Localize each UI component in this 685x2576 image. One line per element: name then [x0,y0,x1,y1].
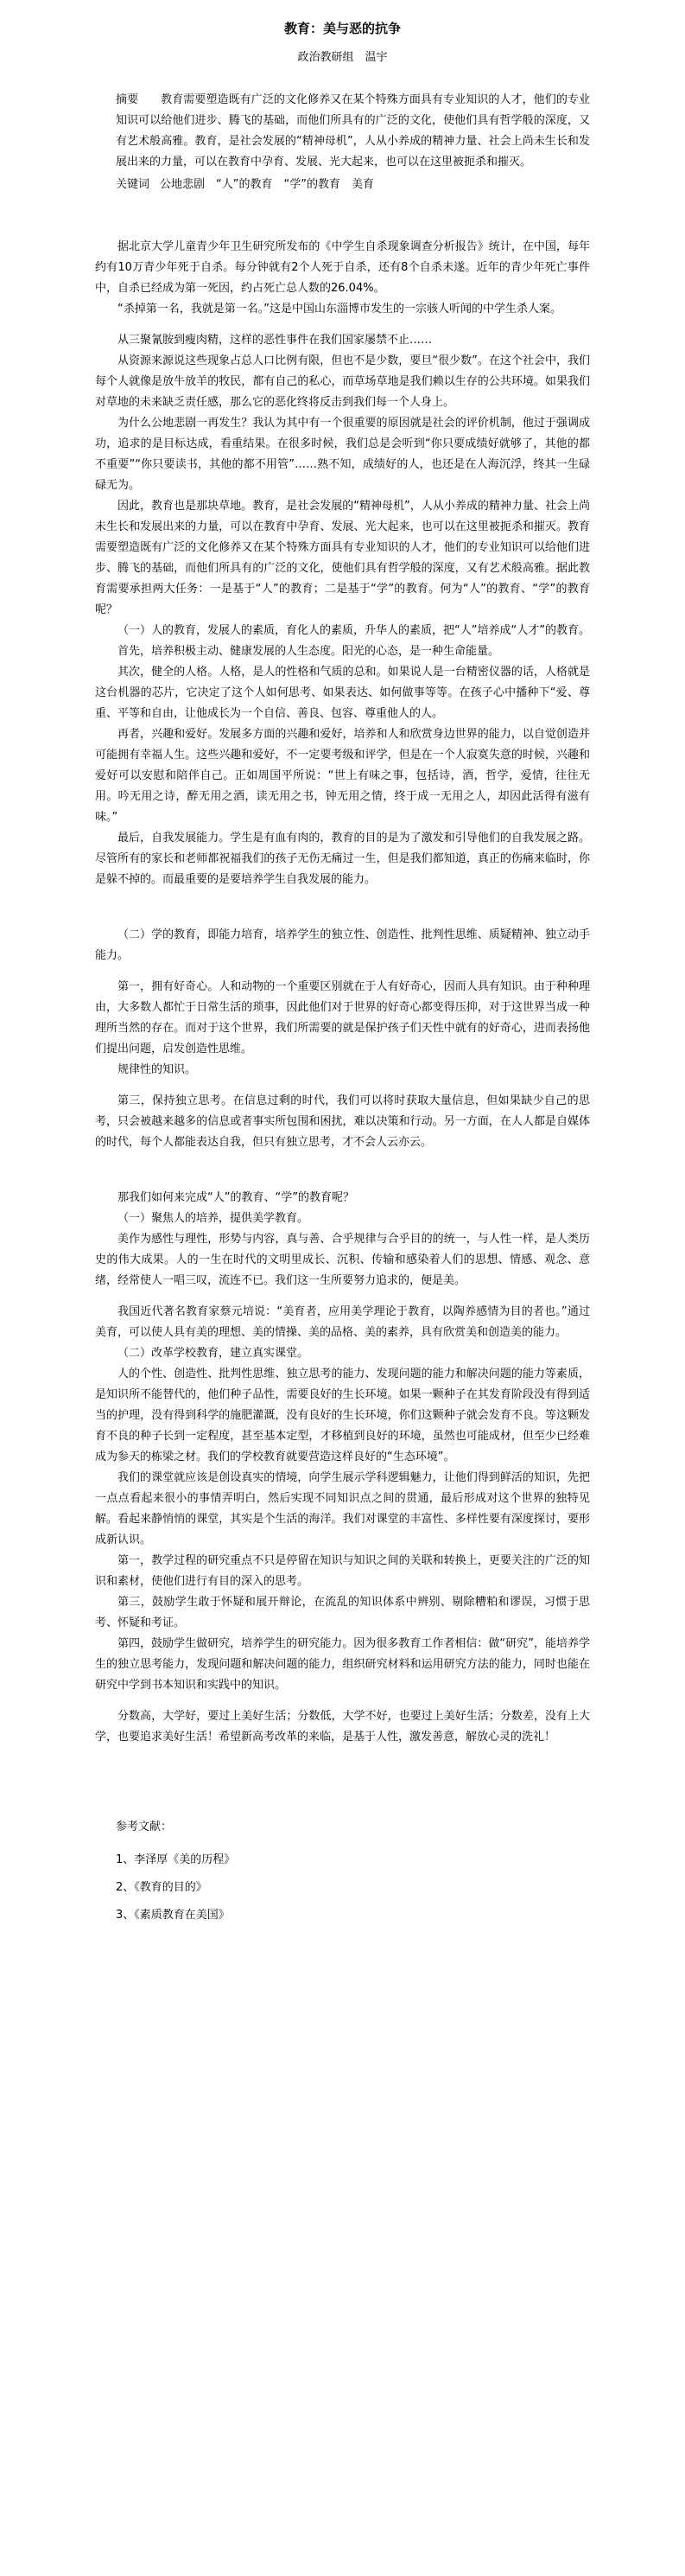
keywords-label: 关键词 [116,178,150,191]
paragraph-learning-education-heading: （二）学的教育，即能力培育，培养学生的独立性、创造性、批判性思维、质疑精神、独立动手能力。 [95,928,590,962]
abstract-label: 摘要 [116,93,139,106]
spacer [95,966,590,977]
paragraph-real-classroom: 我们的课堂就应该是创设真实的情境，向学生展示学科逻辑魅力，让他们得到鲜活的知识，先把一点点看起来很小的事情弄明白，然后实现不同知识点之间的贯通，最后形成对这个世界的独特见解。看起来静悄悄的课堂，其实是个生活的海洋。我们对课堂的丰富性、多样性要有深度探讨，要形成新认识。 [95,1471,590,1546]
abstract-block [95,90,590,173]
paragraph-murder-case: “杀掉第一名，我就是第一名。”这是中国山东淄博市发生的一宗骇人听闻的中学生杀人案。 [117,303,561,316]
paragraph-suicide-statistics: 据北京大学儿童青少年卫生研究所发布的《中学生自杀现象调查分析报告》统计，在中国，每年约有10万青少年死于自杀。每分钟就有2个人死于自杀，还有8个自杀未遂。近年的青少年死亡事件中，自杀已经成为第一死因，约占死亡总人数的26.04%。 [95,240,590,295]
paragraph-attitude: 首先，培养积极主动、健康发展的人生态度。阳光的心态，是一种生命能量。 [117,645,500,658]
spacer [95,1782,590,1817]
paragraph-how-to-complete: 那我们如何来完成“人”的教育、“学”的教育呢？ [117,1191,354,1204]
reference-item: 3、《素质教育在美国》 [116,1909,230,1922]
spacer [95,1291,590,1302]
reference-item: 2、《教育的目的》 [116,1881,207,1894]
paragraph-why-tragedy: 为什么公地悲剧一再发生？我认为其中有一个很重要的原因就是社会的评价机制，他过于强调成功，追求的是目标达成，看重结果。在很多时候，我们总是会听到“你只要成绩好就够了，其他的都不重要”“你只要读书，其他的都不用管”……熟不知，成绩好的人，也还是在人海沉浮，终其一生碌碌无为。 [95,417,590,492]
paragraph-independent-thinking: 第三，保持独立思考。在信息过剩的时代，我们可以将时获取大量信息，但如果缺少自己的思考，只会被越来越多的信息或者事实所包围和困扰，难以决策和行动。另一方面，在人人都是自媒体的时代，每个人都能表达自我，但只有独立思考，才不会人云亦云。 [95,1094,590,1149]
paragraph-teaching-process: 第一，教学过程的研究重点不只是停留在知识与知识之间的关联和转换上，更要关注的广泛的知识和素材，使他们进行有目的深入的思考。 [95,1554,590,1588]
paragraph-regular-knowledge: 规律性的知识。 [117,1063,197,1076]
paragraph-food-safety: 从三聚氰胺到瘦肉精，这样的恶性事件在我们国家屡禁不止…… [117,334,433,347]
paragraph-personality: 其次，健全的人格。人格，是人的性格和气质的总和。如果说人是一台精密仪器的话，人格就是这台机器的芯片，它决定了这个人如何思考、如果表达、如何做事等等。在孩子心中播种下“爱、尊重、平等和自由，让他成长为一个自信、善良、包容、尊重他人的人。 [95,666,590,720]
paragraph-beauty: 美作为感性与理性，形势与内容，真与善、合乎规律与合乎目的的统一，与人性一样，是人类历史的伟大成果。人的一生在时代的文明里成长、沉积、传输和感染着人们的思想、情感、观念、意绪，经常使人一唱三叹，流连不已。我们这一生所要努力追求的，便是美。 [95,1233,590,1287]
spacer [95,320,590,330]
paragraph-commons-metaphor: 从资源来源说这些现象占总人口比例有限，但也不是少数，要旦“很少数”。在这个社会中，我们每个人就像是放牛放羊的牧民，都有自己的私心，而草场草地是我们赖以生存的公共环境。如果我们对草地的未来缺乏责任感，那么它的恶化终将反击到我们每一个人身上。 [95,354,590,409]
paragraph-interests: 再者，兴趣和爱好。发展多方面的兴趣和爱好，培养和人和欣赏身边世界的能力，以自觉创造并可能拥有幸福人生。这些兴趣和爱好，不一定要考级和评学，但是在一个人寂寞失意的时候，兴趣和爱好可以安慰和陪伴自己。正如周国平所说：“世上有味之事，包括诗，酒，哲学，爱情，往往无用。吟无用之诗，醉无用之酒，读无用之书，钟无用之情，终于成一无用之人，却因此活得有滋有味。” [95,728,590,824]
keywords-text: 公地悲剧 “人”的教育 “学”的教育 美育 [160,178,374,191]
references-title: 参考文献： [116,1820,173,1833]
page-title: 教育：美与恶的抗争 [283,21,401,36]
abstract-text: 教育需要塑造既有广泛的文化修养又在某个特殊方面具有专业知识的人才，他们的专业知识可以给他们进步、腾飞的基础，而他们所具有的广泛的文化，使他们具有哲学般的深度，又有艺术般高雅。教育，是社会发展的“精神母机”，人从小养成的精神力量、社会上尚未生长和发展出来的力量，可以在教育中孕育、发展、光大起来，也可以在这里被扼杀和摧灭。 [116,93,590,169]
paragraph-aesthetic-heading: （一）聚焦人的培养，提供美学教育。 [117,1212,309,1225]
reference-item: 1、李泽厚《美的历程》 [116,1853,236,1866]
spacer [95,890,590,925]
paragraph-curiosity: 第一，拥有好奇心。人和动物的一个重要区别就在于人有好奇心，因而人具有知识。由于种种理由，大多数人都忙于日常生活的琐事，因此他们对于世界的好奇心都变得压抑，对于这世界当成一种理所当然的存在。而对于这个世界，我们所需要的就是保护孩子们天性中就有的好奇心，进而表扬他们提出问题，启发创造性思维。 [95,980,590,1055]
spacer [95,1748,590,1782]
keywords-block [95,175,590,195]
paragraph-self-development: 最后，自我发展能力。学生是有血有肉的，教育的目的是为了激发和引导他们的自我发展之路。尽管所有的家长和老师都祝福我们的孩子无伤无痛过一生，但是我们都知道，真正的伤痛来临时，你是躲不掉的。而最重要的是要培养学生自我发展的能力。 [95,832,590,886]
paragraph-doubt-debate: 第三，鼓励学生敢于怀疑和展开辩论，在流乱的知识体系中辨别、剔除糟粕和谬误，习惯于思考、怀疑和考证。 [95,1596,590,1629]
author-byline: 政治教研组 温宇 [297,51,388,64]
paragraph-education-is-grassland: 因此，教育也是那块草地。教育，是社会发展的“精神母机”，人从小养成的精神力量、社会上尚未生长和发展出来的力量，可以在教育中孕育、发展、光大起来，也可以在这里被扼杀和摧灭。教育需要塑造既有广泛的文化修养又在某个特殊方面具有专业知识的人才，他们的专业知识可以给他们进步、腾飞的基础，而他们所具有的广泛的文化，使他们具有哲学般的深度，又有艺术般高雅。据此教育需要承担两大任务：一是基于“人”的教育；二是基于“学”的教育。何为“人”的教育、“学”的教育呢？ [95,500,590,616]
paragraph-human-education-heading: （一）人的教育，发展人的素质，育化人的素质，升华人的素质，把“人”培养成“人才”的教育。 [117,624,590,637]
paragraph-seed-metaphor: 人的个性、创造性、批判性思维、独立思考的能力、发现问题的能力和解决问题的能力等素质，是知识所不能替代的，他们种子品性，需要良好的生长环境。如果一颗种子在其发育阶段没有得到适当的护理，没有得到科学的施肥灌溉，没有良好的生长环境，你们这颗种子就会发育不良。等这颗发育不良的种子长到一定程度，甚至基本定型，才移植到良好的环境，虽然也可能成材，但至少已经难成为参天的栋梁之材。我们的学校教育就要营造这样良好的“生态环境”。 [95,1368,590,1463]
paragraph-research: 第四，鼓励学生做研究，培养学生的研究能力。因为很多教育工作者相信：做“研究”，能培养学生的独立思考能力，发现问题和解决问题的能力，组织研究材料和运用研究方法的能力，同时也能在研究中学到书本知识和实践中的知识。 [95,1637,590,1692]
paragraph-school-reform-heading: （二）改革学校教育，建立真实课堂。 [117,1347,309,1360]
paragraph-cai-yuanpei: 我国近代著名教育家蔡元培说：“美育者，应用美学理论于教育，以陶养感情为目的者也。”通过美育，可以使人具有美的理想、美的情操、美的品格、美的素养，具有欣赏美和创造美的能力。 [95,1305,590,1339]
spacer [95,1696,590,1706]
spacer [95,1153,590,1188]
spacer [95,1081,590,1091]
paragraph-conclusion: 分数高，大学好，要过上美好生活；分数低，大学不好，也要过上美好生活；分数差，没有上大学，也要追求美好生活！希望新高考改革的来临，是基于人性，激发善意，解放心灵的洗礼！ [95,1710,590,1744]
